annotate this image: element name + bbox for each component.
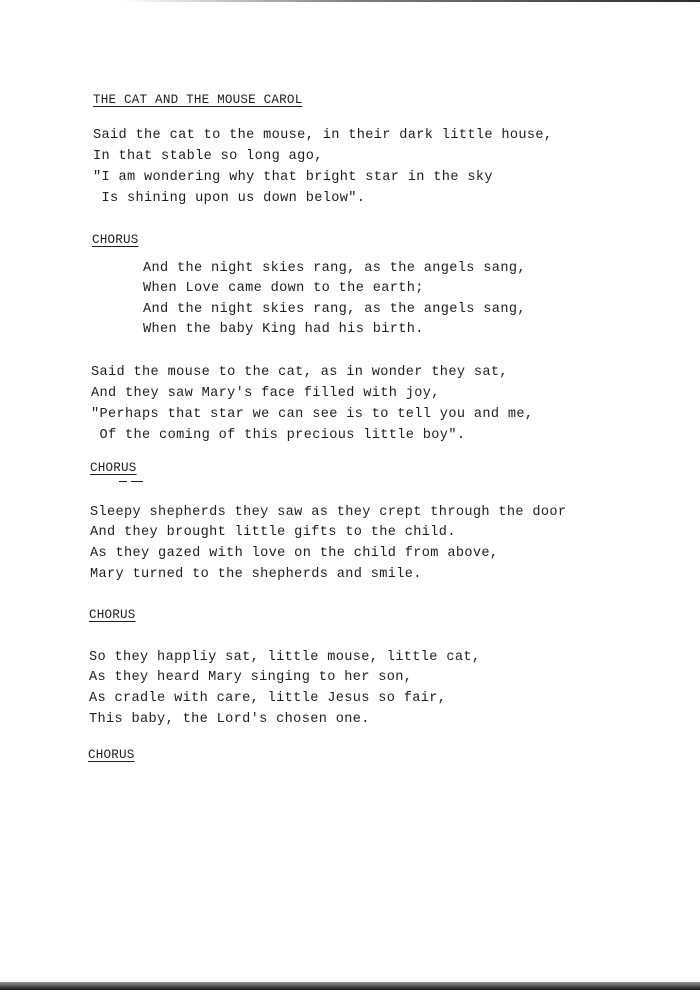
verse-4-line-3: As cradle with care, little Jesus so fair, [89, 691, 447, 706]
chorus-heading-2: CHORUS [90, 461, 137, 475]
verse-2-line-2: And they saw Mary's face filled with joy, [91, 386, 440, 401]
verse-1-line-1: Said the cat to the mouse, in their dark little house, [93, 128, 553, 143]
verse-2-line-4: Of the coming of this precious little boy". [91, 428, 466, 443]
verse-4-line-2: As they heard Mary singing to her son, [89, 670, 413, 685]
carol-title: THE CAT AND THE MOUSE CAROL [93, 93, 303, 107]
verse-3-line-4: Mary turned to the shepherds and smile. [90, 567, 422, 582]
verse-2-line-1: Said the mouse to the cat, as in wonder they sat, [91, 365, 508, 380]
typed-dash-mark [131, 481, 143, 482]
chorus-line-4: When the baby King had his birth. [143, 322, 424, 337]
verse-4-line-4: This baby, the Lord's chosen one. [89, 712, 370, 727]
verse-4-line-1: So they happliy sat, little mouse, little cat, [89, 650, 481, 665]
chorus-line-3: And the night skies rang, as the angels sang, [143, 302, 526, 317]
chorus-heading-3: CHORUS [89, 608, 136, 622]
verse-3-line-3: As they gazed with love on the child from above, [90, 546, 499, 561]
chorus-line-2: When Love came down to the earth; [143, 281, 424, 296]
chorus-heading-4: CHORUS [88, 748, 135, 762]
chorus-line-1: And the night skies rang, as the angels sang, [143, 261, 526, 276]
verse-3-line-1: Sleepy shepherds they saw as they crept through the door [90, 505, 567, 520]
verse-1-line-3: "I am wondering why that bright star in the sky [93, 170, 493, 185]
typed-dash-mark [119, 481, 127, 482]
page-edge-bottom [0, 982, 700, 990]
verse-2-line-3: "Perhaps that star we can see is to tell you and me, [91, 407, 534, 422]
verse-1-line-2: In that stable so long ago, [93, 149, 323, 164]
page-edge-top [120, 0, 700, 2]
verse-3-line-2: And they brought little gifts to the child. [90, 525, 456, 540]
verse-1-line-4: Is shining upon us down below". [93, 191, 366, 206]
chorus-heading-1: CHORUS [92, 233, 139, 247]
